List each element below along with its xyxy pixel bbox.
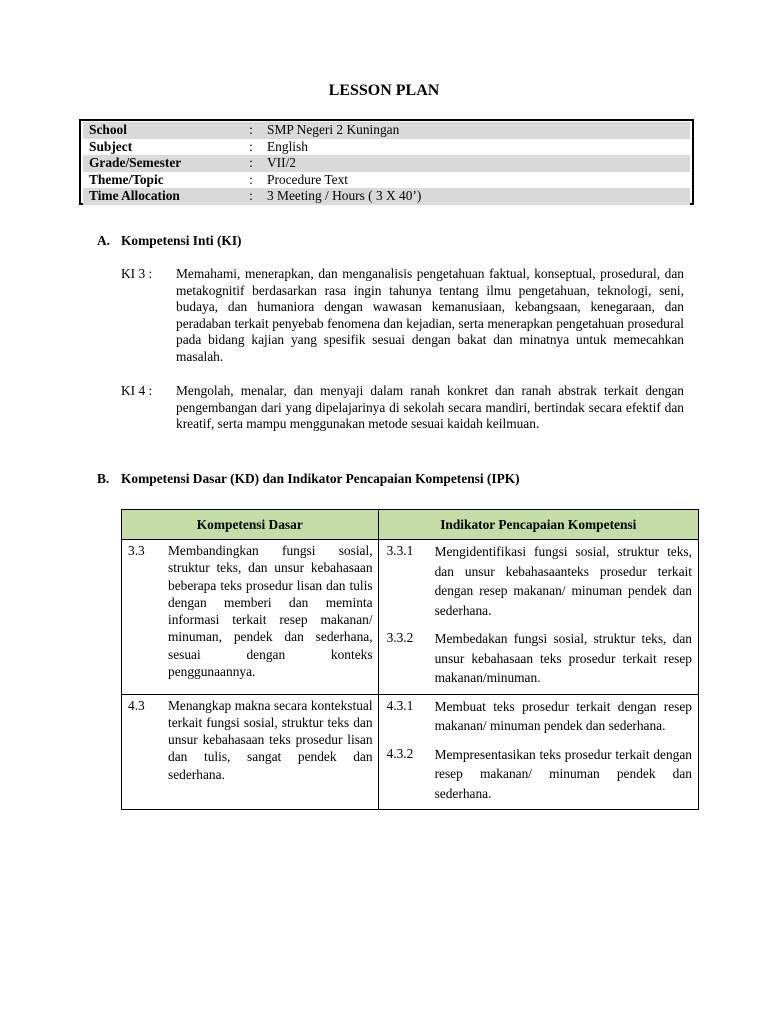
info-colon: : — [249, 171, 253, 187]
page-title: LESSON PLAN — [328, 82, 440, 99]
table-row — [122, 694, 699, 810]
section-a-heading — [97, 233, 242, 249]
ipk-text: Mempresentasikan teks prosedur terkait dengan resep makanan/ minuman pendek dan sederhana. — [434, 746, 692, 801]
ipk-item — [387, 542, 692, 620]
section-title: Kompetensi Dasar (KD) dan Indikator Pencapaian Kompetensi (IPK) — [121, 471, 520, 486]
section-b-heading — [97, 471, 520, 487]
info-value: Procedure Text — [267, 171, 348, 187]
section-number: B. — [97, 471, 110, 486]
section-title: Kompetensi Inti (KI) — [121, 233, 242, 248]
kd-code: 3.3 — [128, 543, 145, 558]
kd-code: 4.3 — [128, 697, 145, 713]
info-row-subject — [83, 139, 690, 156]
kd-cell — [122, 540, 379, 695]
table-row — [122, 540, 699, 695]
info-value: 3 Meeting / Hours ( 3 X 40’) — [267, 188, 422, 204]
ipk-text: Membuat teks prosedur terkait dengan resep makanan/ minuman pendek dan sederhana. — [434, 698, 692, 733]
info-row-topic — [83, 172, 690, 189]
kd-cell — [122, 694, 379, 810]
header-kompetensi-dasar: Kompetensi Dasar — [122, 510, 379, 540]
ipk-text: Membedakan fungsi sosial, struktur teks, dan unsur kebahasaan teks prosedur terkait resep makanan/minuman. — [434, 631, 692, 685]
ki-text: Mengolah, menalar, dan menyaji dalam ranah konkret dan ranah abstrak terkait dengan pengembangan dari yang dipelajarinya di sekolah secara mandiri, bertindak secara efektif dan kreatif, serta mampu menggunakan metode sesuai kaidah keilmuan. — [176, 383, 684, 431]
info-label: Theme/Topic — [89, 171, 164, 187]
ipk-item — [387, 629, 692, 688]
info-colon: : — [249, 122, 253, 137]
ipk-item — [387, 697, 692, 736]
kd-ipk-table — [121, 509, 699, 810]
info-value: VII/2 — [267, 155, 297, 171]
info-colon: : — [249, 138, 253, 154]
ipk-cell — [378, 694, 698, 810]
info-colon: : — [249, 155, 253, 171]
table-header-row — [122, 510, 699, 540]
ipk-code: 4.3.2 — [386, 745, 414, 761]
info-row-time — [83, 188, 690, 205]
ipk-text: Mengidentifikasi fungsi sosial, struktur teks, dan unsur kebahasaanteks prosedur terkait dengan resep makanan/ minuman pendek dan sederhana. — [434, 544, 692, 618]
kd-text: Menangkap makna secara kontekstual terkait fungsi sosial, struktur teks dan unsur kebahasaan teks prosedur lisan dan tulis, sangat pendek dan sederhana. — [168, 697, 373, 782]
info-value: English — [267, 138, 308, 154]
ki-text: Memahami, menerapkan, dan menganalisis pengetahuan faktual, konseptual, prosedural, dan metakognitif berdasarkan rasa ingin tahunya tentang ilmu pengetahuan, teknologi, seni, budaya, dan humaniora dengan wawasan kemanusiaan, kebangsaan, kenegaraan, dan peradaban terkait penyebab fenomena dan kejadian, serta menerapkan pengetahuan prosedural pada bidang kajian yang spesifik sesuai dengan bakat dan minatnya untuk memecahkan masalah. — [176, 266, 684, 364]
ipk-code: 3.3.2 — [386, 630, 414, 645]
info-colon: : — [249, 188, 253, 204]
section-number: A. — [97, 233, 111, 248]
ki-4 — [121, 383, 684, 433]
ki-label: KI 4 : — [121, 383, 153, 398]
info-value: SMP Negeri 2 Kuningan — [267, 122, 400, 137]
info-label: School — [89, 122, 127, 137]
info-row-school — [83, 122, 690, 139]
identity-box — [79, 119, 694, 205]
info-label: Subject — [89, 138, 133, 154]
info-row-grade — [83, 155, 690, 172]
ipk-code: 3.3.1 — [386, 543, 414, 558]
ipk-item — [387, 745, 692, 804]
ki-3 — [121, 266, 684, 365]
kd-text: Membandingkan fungsi sosial, struktur teks, dan unsur kebahasaan beberapa teks prosedur lisan dan tulis dengan memberi dan meminta informasi terkait resep makanan/ minuman, pendek dan sederhana, sesuai dengan konteks penggunaannya. — [168, 543, 373, 680]
ki-label: KI 3 : — [121, 266, 153, 281]
header-indikator: Indikator Pencapaian Kompetensi — [378, 510, 698, 540]
ipk-code: 4.3.1 — [386, 697, 414, 713]
info-label: Grade/Semester — [89, 155, 182, 171]
info-label: Time Allocation — [89, 188, 180, 204]
ipk-cell — [378, 540, 698, 695]
